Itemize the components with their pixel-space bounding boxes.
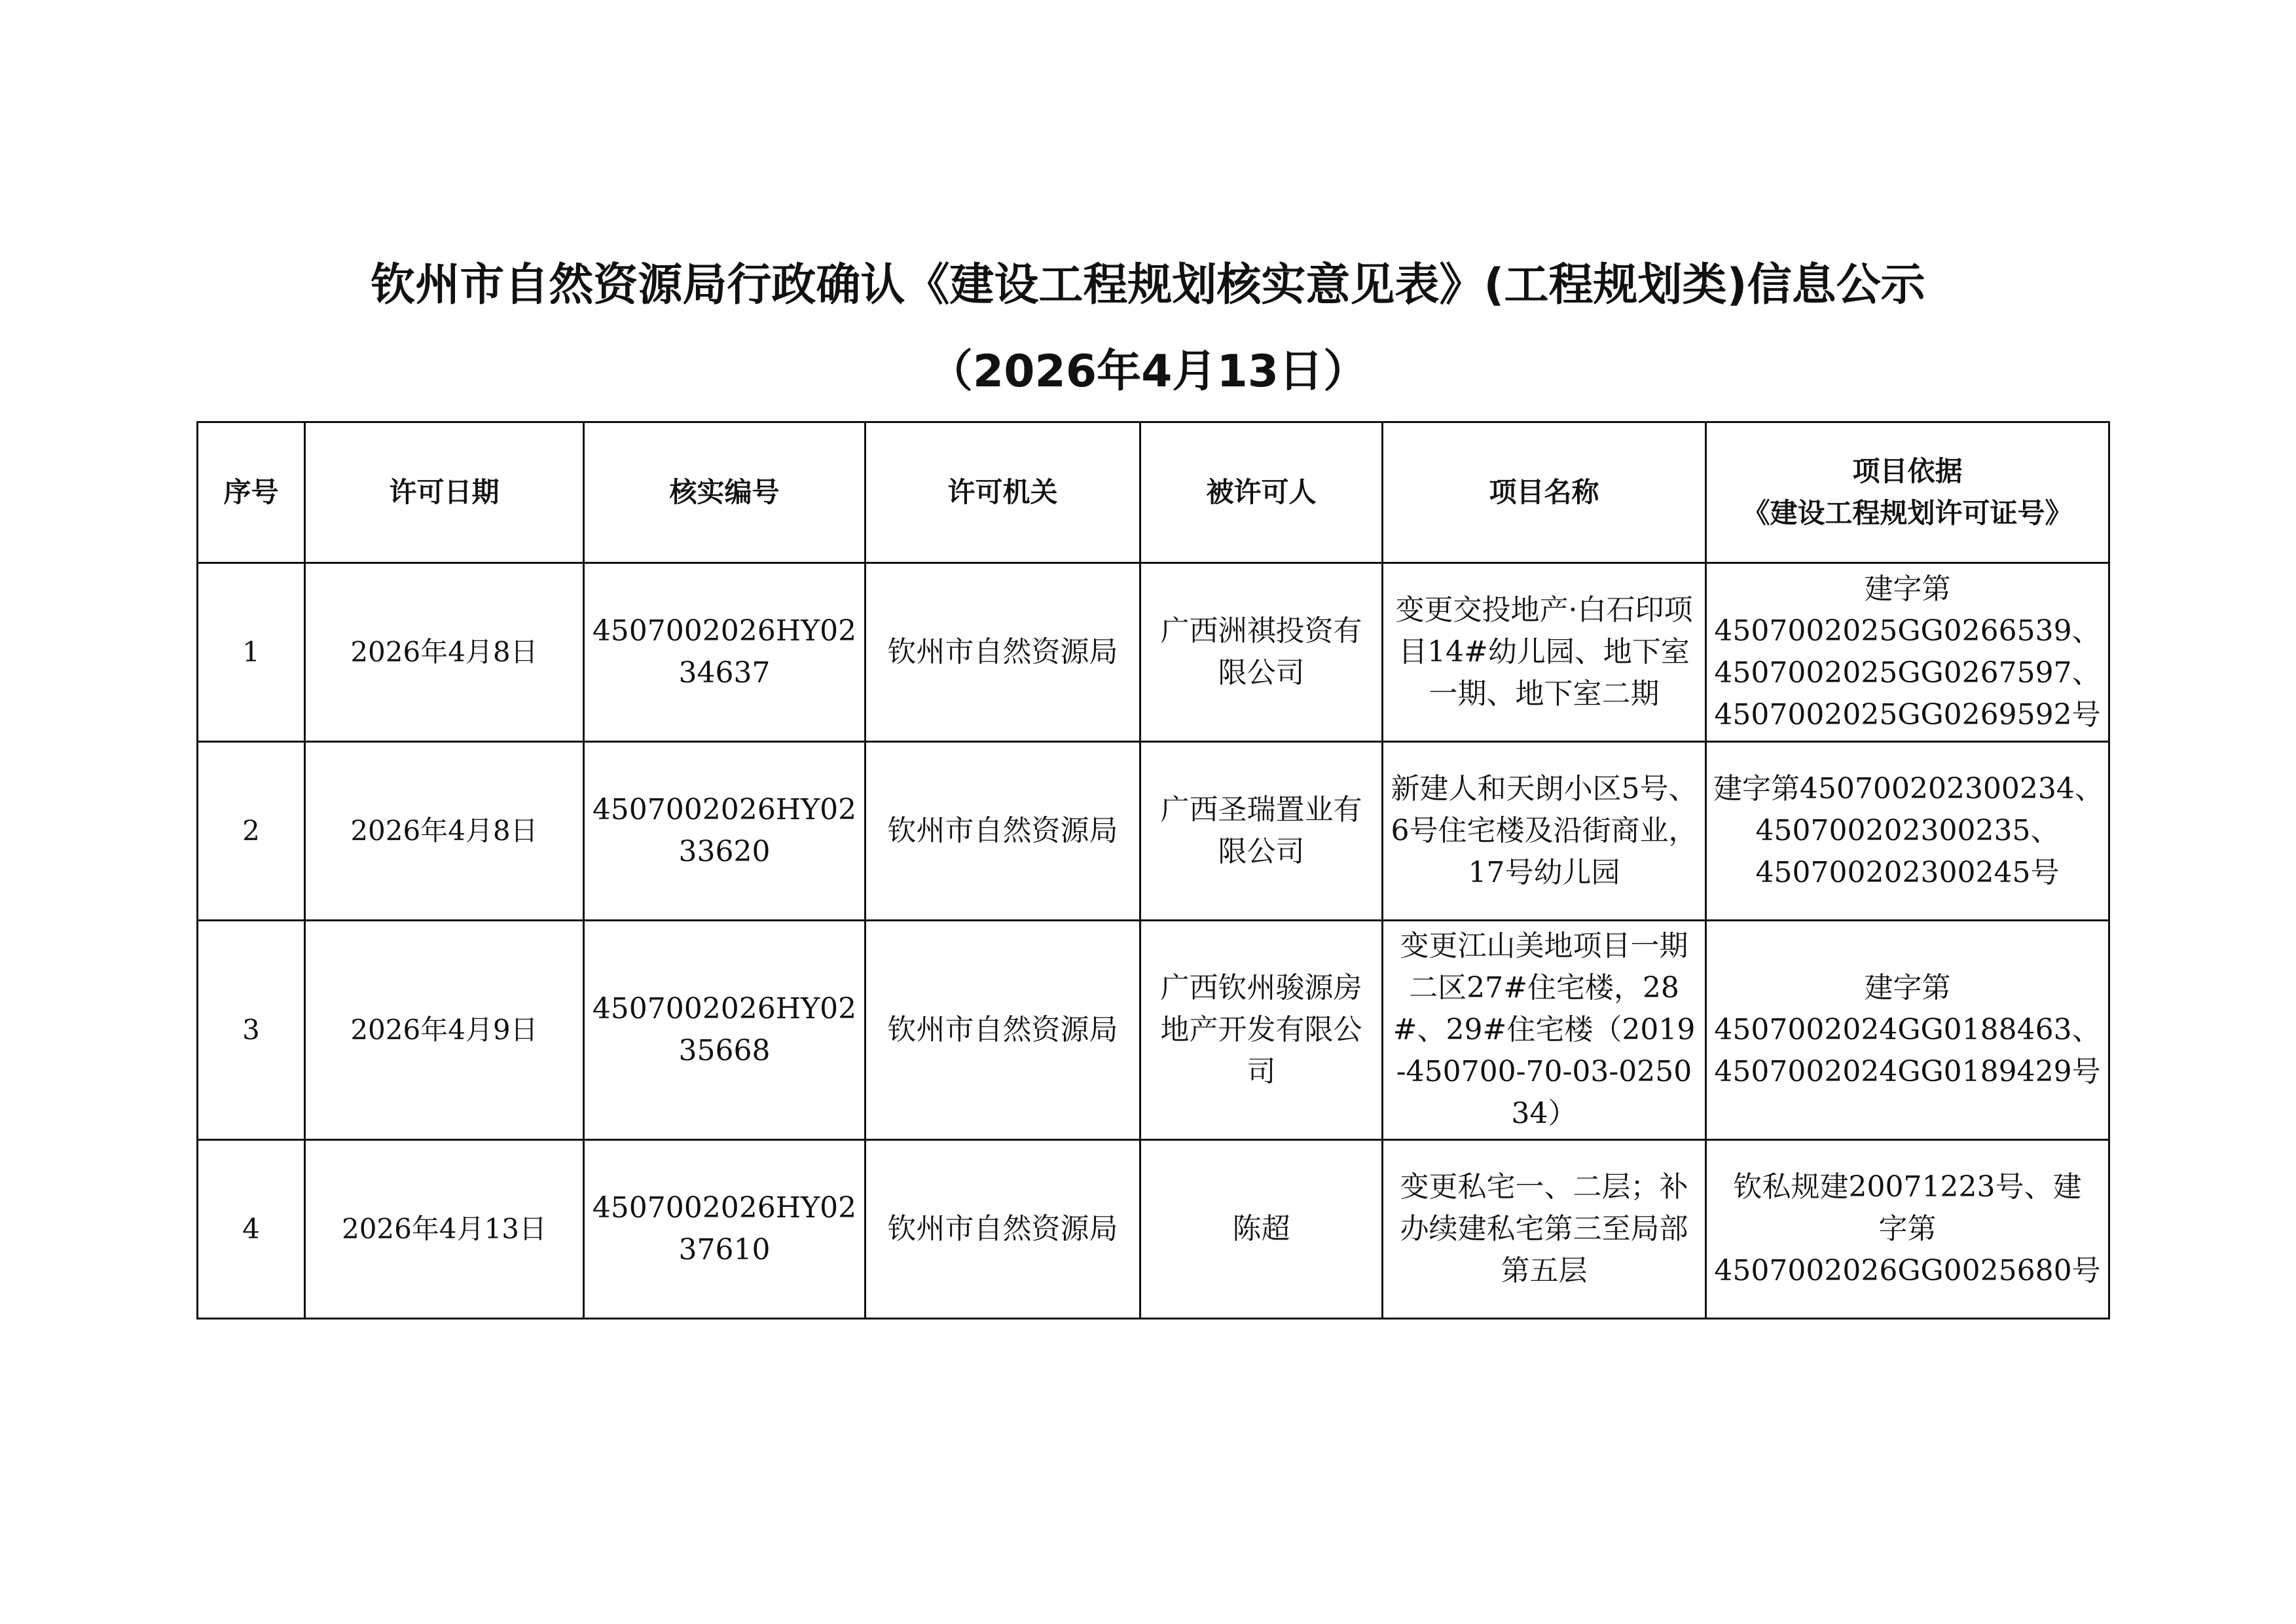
basis-line: 450700202300235、: [1755, 814, 2060, 847]
header-verification-no: 核实编号: [584, 422, 866, 563]
cell-project-name: 变更私宅一、二层；补办续建私宅第三至局部第五层: [1383, 1140, 1706, 1319]
cell-seq: 2: [198, 742, 305, 921]
table-row: [198, 1140, 2109, 1319]
cell-authority: 钦州市自然资源局: [866, 921, 1140, 1140]
header-permit-date: 许可日期: [305, 422, 584, 563]
header-basis: [1706, 422, 2109, 563]
page-date: （2026年4月13日）: [928, 346, 1368, 397]
cell-verification-no: 4507002026HY0234637: [584, 563, 866, 742]
cell-project-name: 变更江山美地项目一期二区27#住宅楼，28#、29#住宅楼（2019-450700-70-03-025034）: [1383, 921, 1706, 1140]
page-title: 钦州市自然资源局行政确认《建设工程规划核实意见表》(工程规划类)信息公示: [371, 259, 1925, 311]
cell-seq: 4: [198, 1140, 305, 1319]
cell-basis: [1706, 563, 2109, 742]
cell-authority: 钦州市自然资源局: [866, 563, 1140, 742]
header-project-name: 项目名称: [1383, 422, 1706, 563]
cell-permit-date: 2026年4月13日: [305, 1140, 584, 1319]
cell-licensee: 广西钦州骏源房地产开发有限公司: [1140, 921, 1383, 1140]
cell-basis: [1706, 742, 2109, 921]
cell-verification-no: 4507002026HY0237610: [584, 1140, 866, 1319]
cell-authority: 钦州市自然资源局: [866, 742, 1140, 921]
basis-line: 建字第: [1864, 572, 1951, 606]
basis-line: 4507002025GG0269592号: [1714, 698, 2101, 731]
cell-licensee: 陈超: [1140, 1140, 1383, 1319]
basis-line: 4507002024GG0189429号: [1714, 1055, 2101, 1088]
cell-verification-no: 4507002026HY0235668: [584, 921, 866, 1140]
basis-line: 450700202300245号: [1755, 856, 2060, 889]
header-seq: 序号: [198, 422, 305, 563]
header-basis-line2: 《建设工程规划许可证号》: [1742, 497, 2073, 529]
header-basis-line1: 项目依据: [1852, 455, 1963, 487]
cell-permit-date: 2026年4月9日: [305, 921, 584, 1140]
cell-permit-date: 2026年4月8日: [305, 742, 584, 921]
header-licensee: 被许可人: [1140, 422, 1383, 563]
cell-verification-no: 4507002026HY0233620: [584, 742, 866, 921]
cell-licensee: 广西洲祺投资有限公司: [1140, 563, 1383, 742]
cell-project-name: 新建人和天朗小区5号、6号住宅楼及沿街商业，17号幼儿园: [1383, 742, 1706, 921]
cell-basis: [1706, 1140, 2109, 1319]
table-header-row: [198, 422, 2109, 563]
basis-line: 建字第450700202300234、: [1713, 772, 2104, 805]
cell-licensee: 广西圣瑞置业有限公司: [1140, 742, 1383, 921]
cell-seq: 1: [198, 563, 305, 742]
basis-line: 建字第: [1864, 971, 1951, 1005]
cell-permit-date: 2026年4月8日: [305, 563, 584, 742]
table-row: [198, 921, 2109, 1140]
table-row: [198, 742, 2109, 921]
basis-line: 钦私规建20071223号、建: [1733, 1170, 2082, 1204]
cell-project-name: 变更交投地产·白石印项目14#幼儿园、地下室一期、地下室二期: [1383, 563, 1706, 742]
basis-line: 4507002026GG0025680号: [1714, 1254, 2101, 1287]
basis-line: 4507002025GG0266539、: [1714, 614, 2101, 648]
basis-line: 4507002024GG0188463、: [1714, 1013, 2101, 1046]
cell-seq: 3: [198, 921, 305, 1140]
cell-basis: [1706, 921, 2109, 1140]
header-authority: 许可机关: [866, 422, 1140, 563]
table-row: [198, 563, 2109, 742]
basis-line: 字第: [1878, 1212, 1937, 1246]
basis-line: 4507002025GG0267597、: [1714, 656, 2101, 690]
cell-authority: 钦州市自然资源局: [866, 1140, 1140, 1319]
disclosure-table: [196, 421, 2110, 1320]
